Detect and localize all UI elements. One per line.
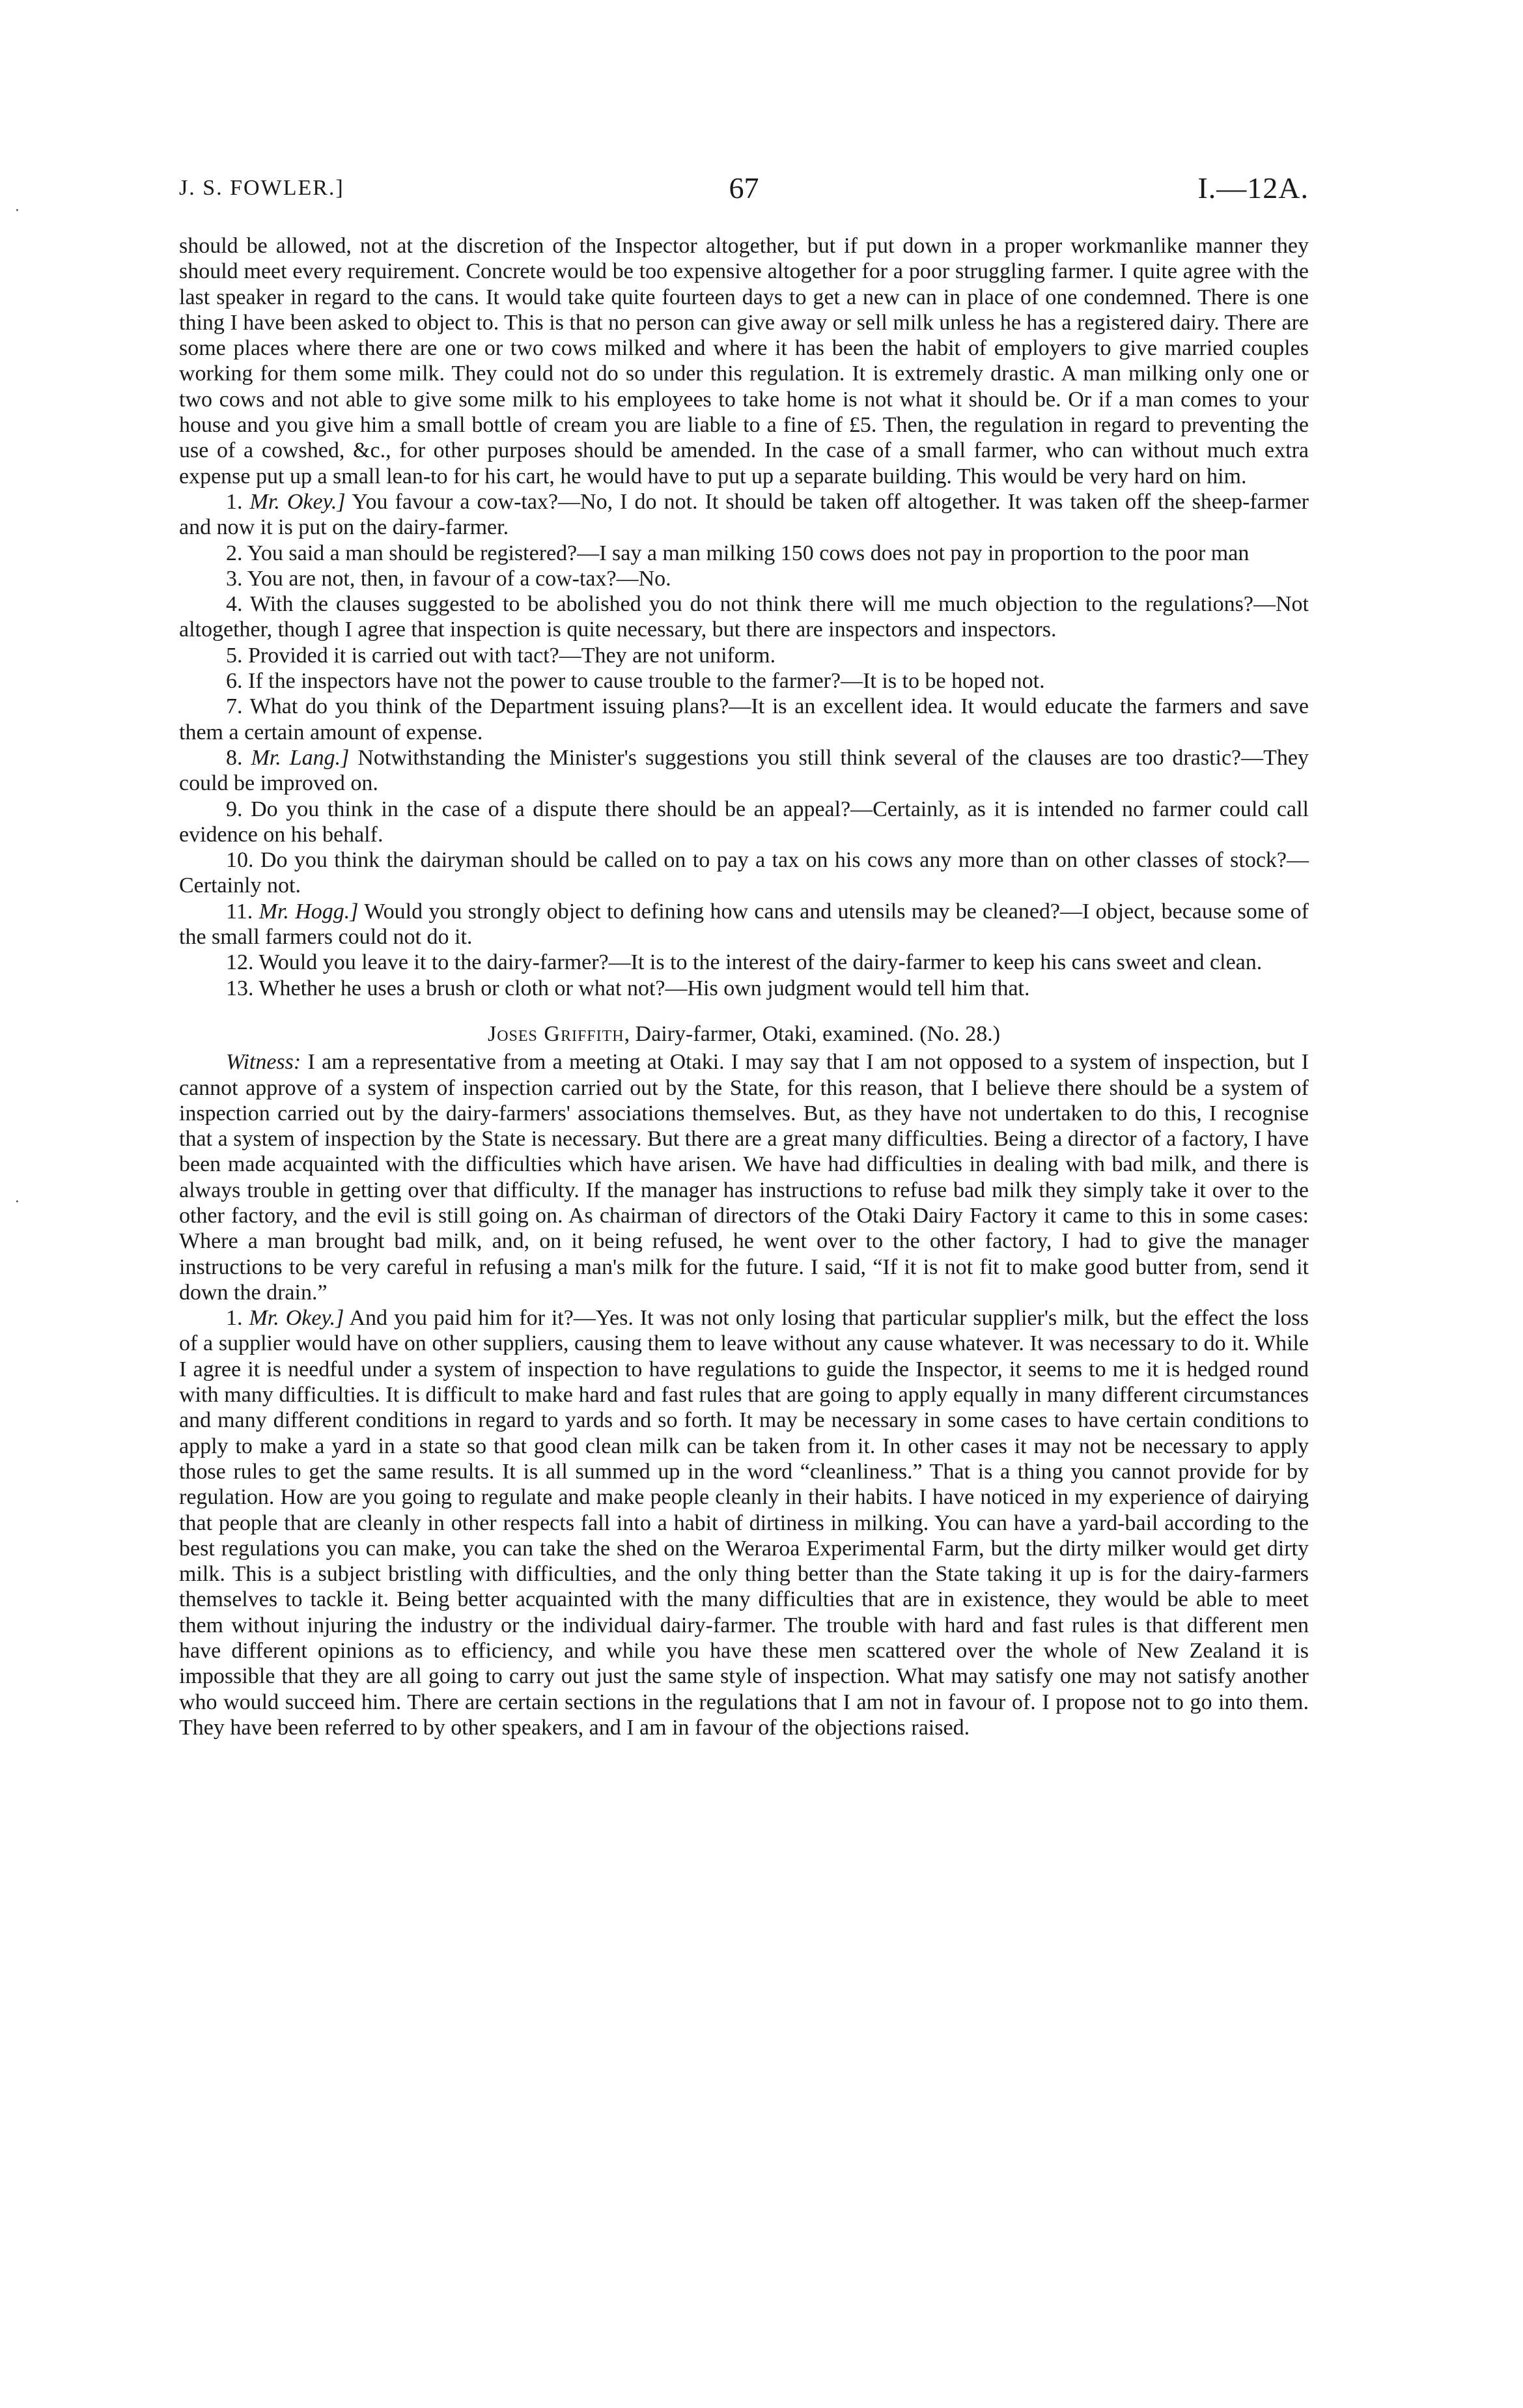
question-text: What do you think of the Department issuing plans?—It is an excellent idea. It would educate the farmers and save them a certain amount of expense. [179, 694, 1309, 744]
questioner: Mr. Okey.] [249, 1306, 344, 1331]
question-13 [179, 976, 1309, 1001]
header-author: J. S. FOWLER.] [179, 176, 344, 200]
questioner: Mr. Okey.] [249, 489, 346, 514]
question-2 [179, 541, 1309, 566]
witness-statement [179, 1049, 1309, 1305]
question-number: 7. [226, 694, 243, 719]
question-9 [179, 797, 1309, 848]
question-text: You favour a cow-tax?—No, I do not. It should be taken off altogether. It was taken off the sheep-farmer and now it is put on the dairy-farmer. [179, 489, 1309, 540]
question-text: Do you think in the case of a dispute there should be an appeal?—Certainly, as it is intended no farmer could call evidence on his behalf. [179, 797, 1309, 847]
question-number: 12. [226, 950, 254, 975]
continuation-paragraph: should be allowed, not at the discretion of the Inspector altogether, but if put down in a proper workmanlike manner they should meet every requirement. Concrete would be too expensive altogether for a poor struggling farmer. I quite agree with the last speaker in regard to the cans. It would take quite fourteen days to get a new can in place of one condemned. There is one thing I have been asked to object to. This is that no person can give away or sell milk unless he has a registered dairy. There are some places where there are one or two cows milked and where it has been the habit of employers to give married couples working for them some milk. They could not do so under this regulation. It is extremely drastic. A man milking only one or two cows and not able to give some milk to his employees to take home is not what it should be. Or if a man comes to your house and you give him a small bottle of cream you are liable to a fine of £5. Then, the regulation in regard to preventing the use of a cowshed, &c., for other purposes should be amended. In the case of a small farmer, who can without much extra expense put up a small lean-to for his cart, he would have to put up a separate building. This would be very hard on him. [179, 234, 1309, 489]
witness-question-1 [179, 1305, 1309, 1740]
question-text: If the inspectors have not the power to cause trouble to the farmer?—It is to be hoped not. [248, 669, 1045, 694]
question-number: 6. [226, 669, 243, 694]
question-text: Would you leave it to the dairy-farmer?—It is to the interest of the dairy-farmer to keep his cans sweet and clean. [258, 950, 1263, 975]
questioner: Mr. Hogg.] [258, 899, 359, 924]
question-10 [179, 847, 1309, 899]
question-3 [179, 566, 1309, 591]
witness-text: I am a representative from a meeting at Otaki. I may say that I am not opposed to a system of inspection, but I cannot approve of a system of inspection carried out by the State, for this reason, that I believe there should be a system of inspection carried out by the dairy-farmers' associations themselves. But, as they have not undertaken to do this, I recognise that a system of inspection by the State is necessary. But there are a great many difficulties. Being a director of a factory, I have been made acquainted with the difficulties which have arisen. We have had difficulties in dealing with bad milk, and there is always trouble in getting over that difficulty. If the manager has instructions to refuse bad milk they simply take it over to the other factory, and the evil is still going on. As chairman of directors of the Otaki Dairy Factory it came to this in some cases: Where a man brought bad milk, and, on it being refused, he went over to the other factory, I had to give the manager instructions to be very careful in refusing a man's milk for the future. I said, “If it is not fit to make good butter from, send it down the drain.” [179, 1050, 1309, 1305]
page-header [179, 171, 1309, 210]
question-5 [179, 643, 1309, 668]
question-4 [179, 591, 1309, 643]
question-number: 13. [226, 976, 254, 1000]
question-number: 8. [226, 745, 243, 770]
question-text: Provided it is carried out with tact?—They are not uniform. [248, 643, 776, 668]
question-7 [179, 694, 1309, 745]
question-number: 4. [226, 592, 243, 617]
witness-label: Witness: [226, 1050, 301, 1075]
question-number: 11. [226, 899, 253, 924]
witness-heading [179, 1021, 1309, 1047]
question-text: You said a man should be registered?—I say a man milking 150 cows does not pay in proportion to the poor man [247, 541, 1250, 565]
question-text: Would you strongly object to defining how cans and utensils may be cleaned?—I object, because some of the small farmers could not do it. [179, 899, 1309, 950]
question-text: Do you think the dairyman should be called on to pay a tax on his cows any more than on other classes of stock?—Certainly not. [179, 848, 1309, 898]
question-text: You are not, then, in favour of a cow-tax?—No. [247, 566, 671, 591]
scan-speck: · [14, 1192, 20, 1211]
question-number: 9. [226, 797, 243, 821]
question-number: 1. [226, 489, 243, 514]
question-8 [179, 745, 1309, 797]
page-number: 67 [729, 171, 759, 205]
question-number: 5. [226, 643, 243, 668]
question-6 [179, 668, 1309, 694]
question-text: And you paid him for it?—Yes. It was not only losing that particular supplier's milk, but the effect the loss of a supplier would have on other suppliers, causing them to leave without any cause whatever. It was necessary to do it. While I agree it is needful under a system of inspection to have regulations to guide the Inspector, it seems to me it is hedged round with many difficulties. It is difficult to make hard and fast rules that are going to apply equally in many different circumstances and many different conditions in regard to yards and so forth. It may be necessary in some cases to have certain conditions to apply to make a yard in a state so that good clean milk can be taken from it. In other cases it may not be necessary to apply those rules to get the same results. It is all summed up in the word “cleanliness.” That is a thing you cannot provide for by regulation. How are you going to regulate and make people cleanly in their habits. I have noticed in my experience of dairying that people that are cleanly in other respects fall into a habit of dirtiness in milking. You can have a yard-bail according to the best regulations you can make, you can take the shed on the Weraroa Experimental Farm, but the dirty milker would get dirty milk. This is a subject bristling with difficulties, and the only thing better than the State taking it up is for the dairy-farmers themselves to tackle it. Being better acquainted with the many difficulties that are in existence, they would be able to meet them without injuring the industry or the individual dairy-farmer. The trouble with hard and fast rules is that different men have different opinions as to efficiency, and while you have these men scattered over the whole of New Zealand it is impossible that they are all going to carry out just the same style of inspection. What may satisfy one may not satisfy another who would succeed him. There are certain sections in the regulations that I am not in favour of. I propose not to go into them. They have been referred to by other speakers, and I am in favour of the objections raised. [179, 1306, 1309, 1740]
document-reference: I.—12A. [1197, 171, 1309, 205]
question-12 [179, 950, 1309, 975]
question-number: 2. [226, 541, 243, 565]
scan-speck: · [14, 201, 20, 220]
question-number: 10. [226, 848, 254, 873]
question-number: 3. [226, 566, 243, 591]
question-1 [179, 489, 1309, 541]
question-text: Whether he uses a brush or cloth or what not?—His own judgment would tell him that. [258, 976, 1030, 1000]
questioner: Mr. Lang.] [251, 745, 350, 770]
question-text: With the clauses suggested to be abolished you do not think there will me much objection to the regulations?—Not altogether, though I agree that inspection is quite necessary, but there are inspectors and inspectors. [179, 592, 1309, 642]
body-text [179, 233, 1309, 1740]
question-11 [179, 899, 1309, 950]
witness-name: Joses Griffith [487, 1021, 624, 1046]
question-number: 1. [226, 1306, 243, 1331]
witness-description: , Dairy-farmer, Otaki, examined. (No. 28.) [624, 1021, 1001, 1046]
question-text: Notwithstanding the Minister's suggestions you still think several of the clauses are too drastic?—They could be improved on. [179, 745, 1309, 796]
